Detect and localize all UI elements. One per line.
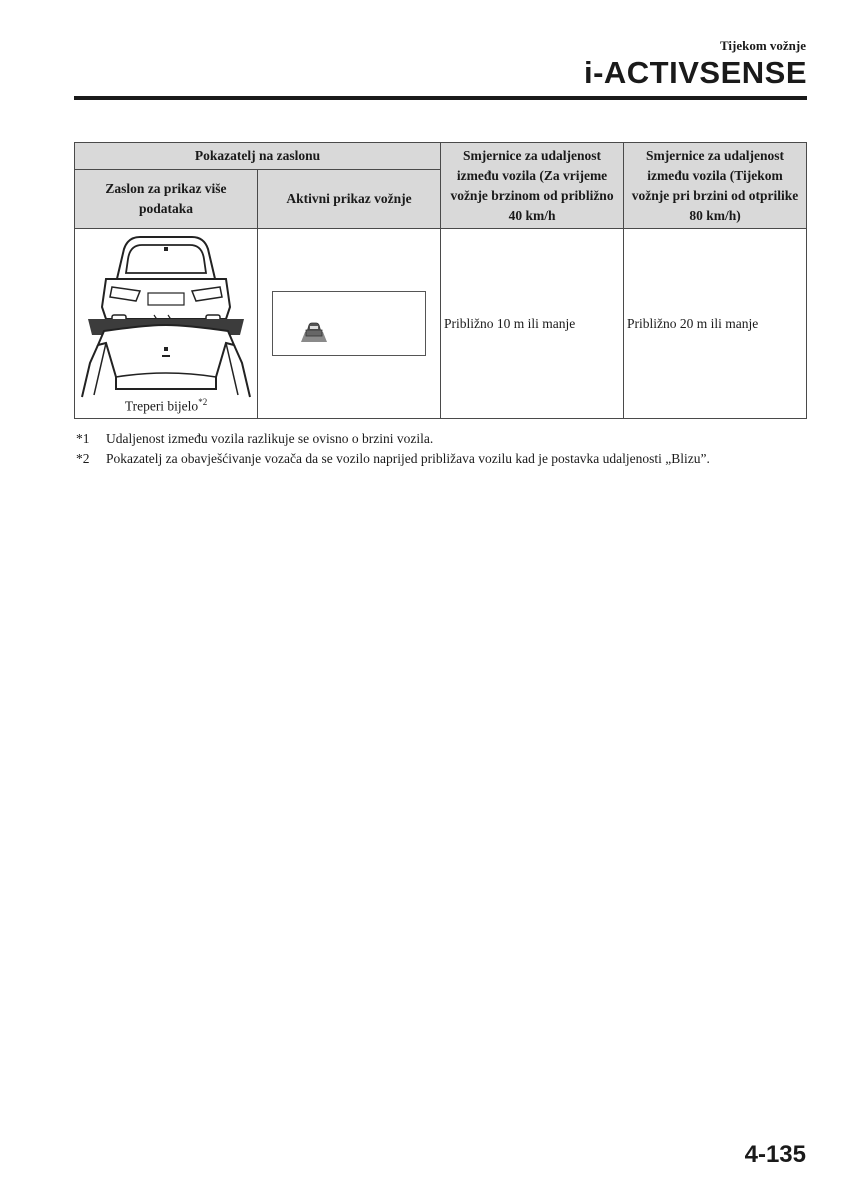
table-row [75, 229, 807, 419]
distance-table [74, 142, 807, 419]
multi-display-cell [75, 229, 258, 419]
car-following-illustration [76, 231, 256, 417]
header-rule [74, 96, 807, 100]
chapter-title: i-ACTIVSENSE [583, 55, 807, 90]
car-ahead-icon [301, 322, 327, 342]
active-driving-display [272, 291, 426, 356]
col-multi-display-header: Zaslon za prikaz više podataka [75, 170, 258, 229]
col-active-display-header: Aktivni prikaz vožnje [258, 170, 441, 229]
active-display-cell [258, 229, 441, 419]
footnote-2 [76, 449, 816, 469]
footnote-mark: *1 [76, 431, 90, 446]
car-following-icon [76, 231, 256, 417]
col-distance-80-header: Smjernice za udaljenost između vozila (Tijekom vožnje pri brzini od otprilike 80 km/h) [624, 143, 807, 229]
col-distance-40-header: Smjernice za udaljenost između vozila (Za vrijeme vožnje brzinom od približno 40 km/h [441, 143, 624, 229]
caption-note: *2 [198, 397, 208, 407]
distance-80-value: Približno 20 m ili manje [624, 229, 807, 419]
footnotes [76, 429, 816, 469]
footnote-text: Udaljenost između vozila razlikuje se ovisno o brzini vozila. [106, 431, 434, 446]
footnote-mark: *2 [76, 451, 90, 466]
page-number: 4-135 [744, 1141, 806, 1168]
footnote-1 [76, 429, 816, 449]
illustration-caption: Treperi bijelo$^{*2}$ [124, 397, 208, 414]
footnote-text: Pokazatelj za obavješćivanje vozača da se vozilo naprijed približava vozilu kad je postavka udaljenosti „Blizu”. [106, 451, 710, 466]
section-title: Tijekom vožnje [719, 38, 806, 53]
group-header: Pokazatelj na zaslonu [75, 143, 441, 170]
distance-40-value: Približno 10 m ili manje [441, 229, 624, 419]
